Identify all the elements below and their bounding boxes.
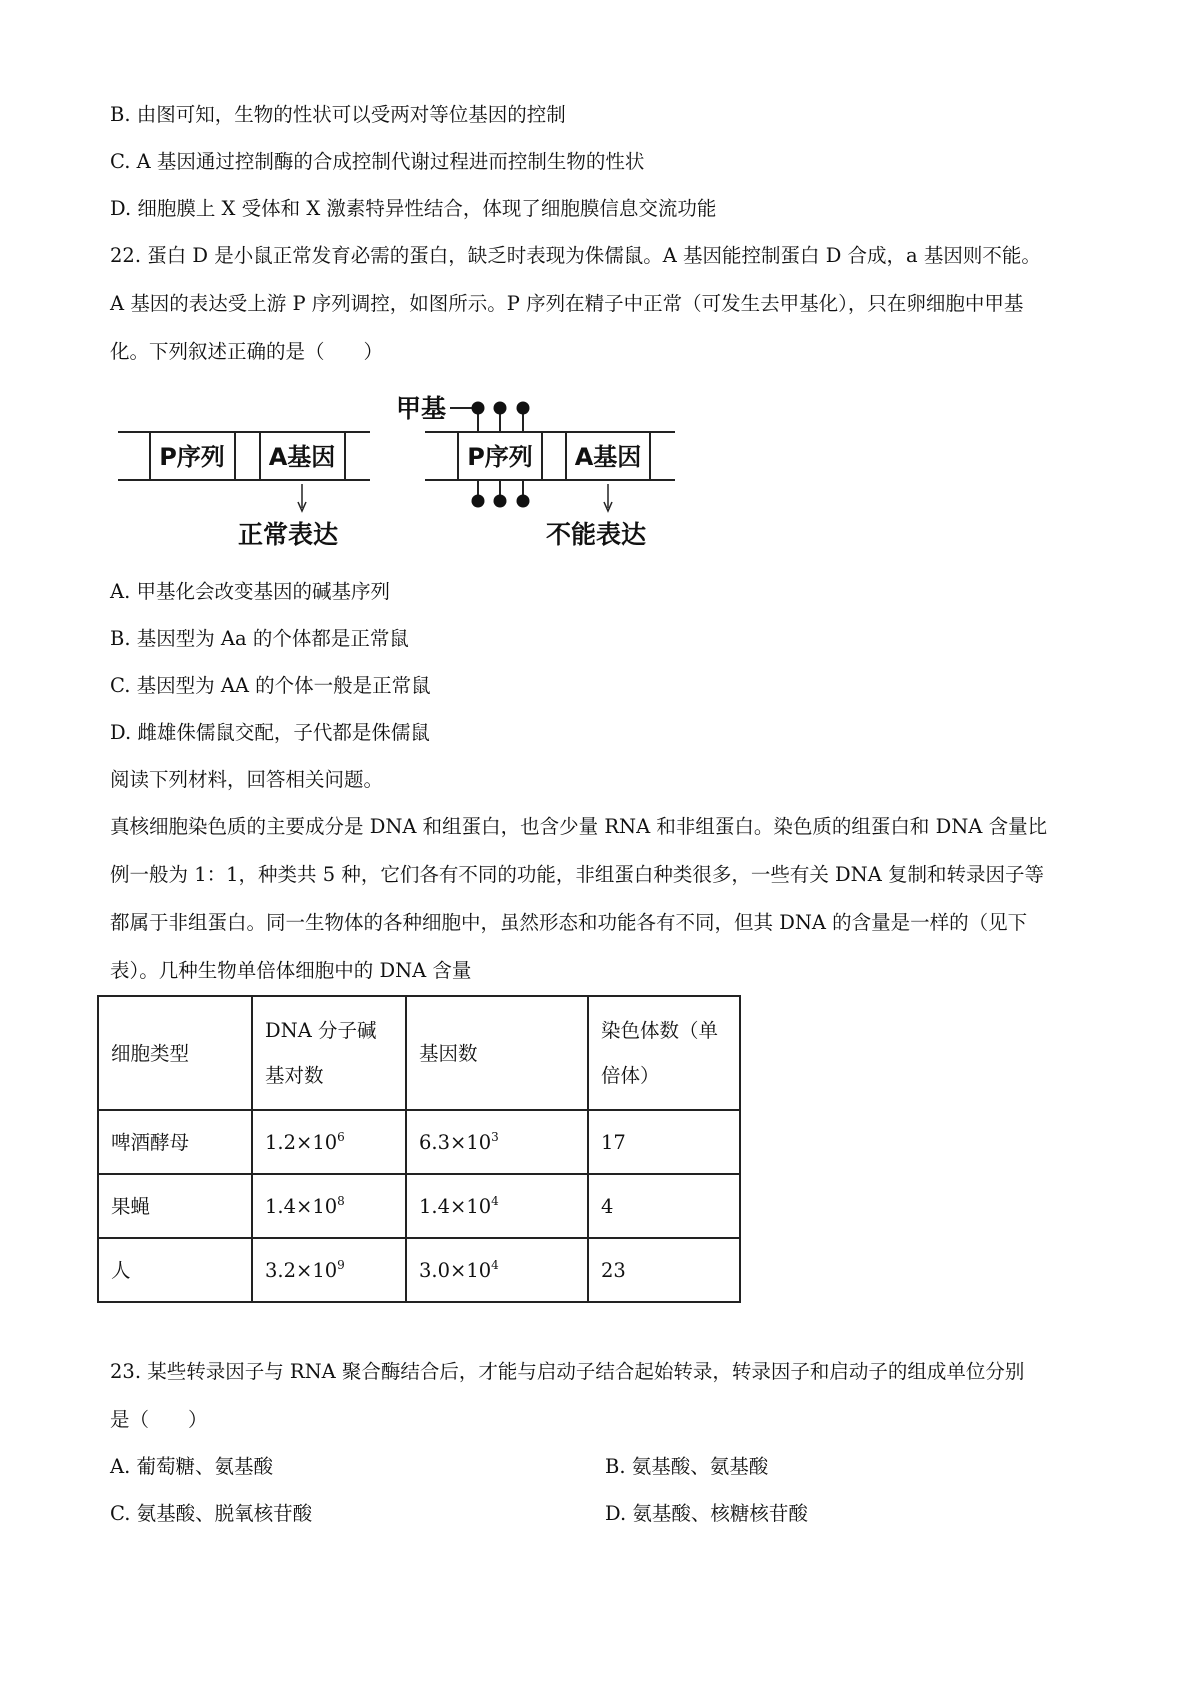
cell-genes: $6.3\times 10^3$ [406, 1110, 588, 1174]
q23-option-d: D. 氨基酸、核糖核苷酸 [605, 1502, 808, 1525]
header-cell-chrom: 染色体数（单倍体） [588, 996, 740, 1110]
q22-option-b: B. 基因型为 Aa 的个体都是正常鼠 [110, 627, 409, 650]
right-a-gene-label: A基因 [574, 443, 642, 471]
q22-option-a: A. 甲基化会改变基因的碱基序列 [110, 580, 390, 603]
methyl-label: 甲基 [396, 394, 447, 423]
methyl-dot-bottom-2 [494, 495, 507, 508]
right-p-seq-label: P序列 [467, 443, 533, 471]
methyl-dot-top-2 [494, 402, 507, 415]
methylation-diagram [100, 390, 720, 555]
table-row [98, 1238, 740, 1302]
methylated-gene-panel [396, 394, 675, 549]
cell-bp: $3.2\times 10^9$ [252, 1238, 406, 1302]
header-cell-genes: 基因数 [406, 996, 588, 1110]
cell-type: 啤酒酵母 [98, 1110, 252, 1174]
dna-content-table [97, 995, 741, 1303]
cell-chrom: 17 [588, 1110, 740, 1174]
q21-option-c: C. A 基因通过控制酶的合成控制代谢过程进而控制生物的性状 [110, 150, 645, 173]
q23-option-c: C. 氨基酸、脱氧核苷酸 [110, 1502, 313, 1525]
q21-option-d: D. 细胞膜上 X 受体和 X 激素特异性结合，体现了细胞膜信息交流功能 [110, 197, 717, 220]
q23-stem-line-1: 23. 某些转录因子与 RNA 聚合酶结合后，才能与启动子结合起始转录，转录因子和启动子的组成单位分别 [110, 1360, 1025, 1383]
header-cell-type: 细胞类型 [98, 996, 252, 1110]
q23-option-b: B. 氨基酸、氨基酸 [605, 1455, 769, 1478]
cell-bp: $1.4\times 10^8$ [252, 1174, 406, 1238]
cell-type: 人 [98, 1238, 252, 1302]
methylation-diagram-svg [100, 390, 720, 555]
table-row [98, 1110, 740, 1174]
cell-type: 果蝇 [98, 1174, 252, 1238]
cell-chrom: 4 [588, 1174, 740, 1238]
left-a-gene-label: A基因 [268, 443, 336, 471]
table-header-row [98, 996, 740, 1110]
q22-stem-line-2: A 基因的表达受上游 P 序列调控，如图所示。P 序列在精子中正常（可发生去甲基化），只在卵细胞中甲基 [110, 292, 1024, 315]
q22-option-d: D. 雌雄侏儒鼠交配，子代都是侏儒鼠 [110, 721, 430, 744]
normal-gene-panel [118, 432, 370, 549]
header-cell-bp: DNA 分子碱基对数 [252, 996, 406, 1110]
q23-stem-line-2: 是（ ） [110, 1408, 208, 1431]
table-row [98, 1174, 740, 1238]
cell-genes: $1.4\times 10^4$ [406, 1174, 588, 1238]
q22-option-c: C. 基因型为 AA 的个体一般是正常鼠 [110, 674, 431, 697]
q21-option-b: B. 由图可知，生物的性状可以受两对等位基因的控制 [110, 103, 566, 126]
methyl-dot-top-1 [472, 402, 485, 415]
cell-chrom: 23 [588, 1238, 740, 1302]
cell-bp: $1.2\times 10^6$ [252, 1110, 406, 1174]
q22-stem-line-1: 22. 蛋白 D 是小鼠正常发育必需的蛋白，缺乏时表现为侏儒鼠。A 基因能控制蛋白 D 合成，a 基因则不能。 [110, 244, 1041, 267]
no-expression-label: 不能表达 [545, 520, 647, 549]
q22-stem-line-3: 化。下列叙述正确的是（ ） [110, 340, 384, 363]
left-p-seq-label: P序列 [159, 443, 225, 471]
cell-genes: $3.0\times 10^4$ [406, 1238, 588, 1302]
reading-paragraph-line-1: 真核细胞染色质的主要成分是 DNA 和组蛋白，也含少量 RNA 和非组蛋白。染色质的组蛋白和 DNA 含量比 [110, 815, 1048, 838]
reading-intro: 阅读下列材料，回答相关问题。 [110, 768, 384, 791]
methyl-dot-bottom-3 [517, 495, 530, 508]
reading-paragraph-line-4: 表）。几种生物单倍体细胞中的 DNA 含量 [110, 959, 472, 982]
q23-option-a: A. 葡萄糖、氨基酸 [110, 1455, 273, 1478]
reading-paragraph-line-2: 例一般为 1：1，种类共 5 种，它们各有不同的功能，非组蛋白种类很多，一些有关 DNA 复制和转录因子等 [110, 863, 1044, 886]
methyl-dot-bottom-1 [472, 495, 485, 508]
methyl-dot-top-3 [517, 402, 530, 415]
normal-expression-label: 正常表达 [237, 520, 339, 549]
reading-paragraph-line-3: 都属于非组蛋白。同一生物体的各种细胞中，虽然形态和功能各有不同，但其 DNA 的含量是一样的（见下 [110, 911, 1028, 934]
